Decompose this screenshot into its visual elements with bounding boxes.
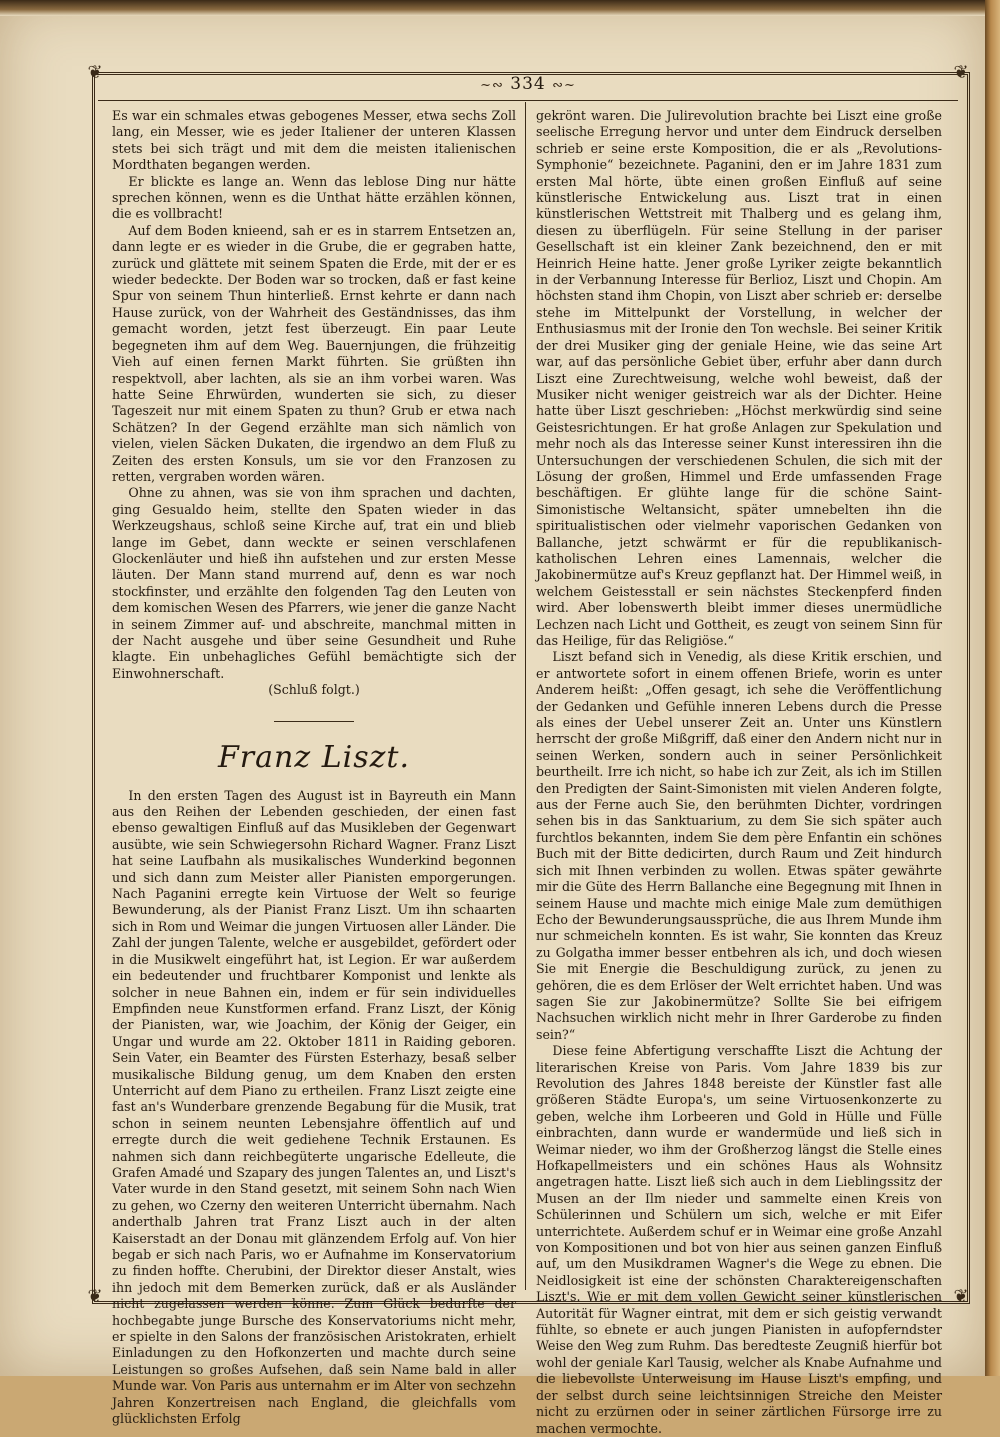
article-title: Franz Liszt. <box>217 739 410 775</box>
story-paragraph: Auf dem Boden knieend, sah er es in starrem Entsetzen an, dann legte er es wieder in die Grube, die er gegraben hatte, zurück und glättete mit seinem Spaten die Erde, mit der er es wieder bedeckte. Der Boden war so trocken, daß er fast keine Spur von seinem Thun hinterließ. Ernst kehrte er dann nach Hause zurück, von der Wahrheit des Geständnisses, das ihm gemacht worden, jetzt fest überzeugt. Ein paar Leute begegneten ihm auf dem Weg. Bauernjungen, die frühzeitig Vieh auf einen fernen Markt führten. Sie grüßten ihn respektvoll, aber lachten, als sie an ihm vorbei waren. Was hatte Seine Ehrwürden, wunderten sie sich, zu dieser Tageszeit nur mit einem Spaten zu thun? Grub er etwa nach Schätzen? In der Gegend erzählte man sich nämlich von vielen, vielen Säcken Dukaten, die irgendwo an dem Fluß zu Zeiten des ersten Konsuls, um sie vor den Franzosen zu retten, vergraben worden wären. <box>112 222 516 484</box>
corner-ornament-bottom-right: ❦ <box>953 1286 969 1307</box>
article-paragraph: Diese feine Abfertigung verschaffte Liszt die Achtung der literarischen Kreise von Paris. Vom Jahre 1839 bis zur Revolution des Jahres 1848 bereiste der Künstler fast alle größeren Städte Europa's, um seine Virtuosenkonzerte zu geben, welche ihm Lorbeeren und Gold in Hülle und Fülle einbrachten, dann wurde er wandermüde und ließ sich in Weimar nieder, wo ihm der Großherzog längst die Stelle eines Hofkapellmeisters und ein schönes Haus als Wohnsitz angetragen hatte. Liszt ließ sich auch in dem Lieblingssitz der Musen an der Ilm nieder und sammelte einen Kreis von Schülerinnen und Schülern um sich, welche er mit Eifer unterrichtete. Außerdem schuf er in Weimar eine große Anzahl von Kompositionen und bot von hier aus seinen ganzen Einfluß auf, um den Musikdramen Wagner's die Wege zu ebnen. Die Neidlosigkeit ist eine der schönsten Charaktereigenschaften Liszt's. Wie er mit dem vollen Gewicht seiner künstlerischen Autorität für Wagner eintrat, mit dem er sich geistig verwandt fühlte, so ebnete er auch jungen Pianisten in aufopferndster Weise den Weg zum Ruhm. Das beredteste Zeugniß hierfür bot wohl der geniale Karl Tausig, welcher als Knabe Aufnahme und die liebevollste Unterweisung im Hause Liszt's empfing, und der selbst durch seine leichtsinnigen Streiche den Meister nicht zu erzürnen oder in seiner zärtlichen Fürsorge irre zu machen vermochte. <box>536 1043 942 1436</box>
header-ornament-left: ~∾ <box>480 78 504 93</box>
corner-ornament-top-left: ❦ <box>87 62 103 83</box>
page-header <box>98 74 958 98</box>
article-paragraph: gekrönt waren. Die Julirevolution brachte bei Liszt eine große seelische Erregung hervor und unter dem Eindruck derselben schrieb er seine erste Komposition, die er als „Revolutions-Symphonie“ bezeichnete. Paganini, den er im Jahre 1831 zum ersten Mal hörte, übte einen großen Einfluß auf seine künstlerische Entwickelung aus. Liszt trat in einen künstlerischen Wettstreit mit Thalberg und es gelang ihm, diesen zu überflügeln. Für seine Stellung in der pariser Gesellschaft ist ein kleiner Zank bezeichnend, den er mit Heinrich Heine hatte. Jener große Lyriker zeigte bekanntlich in der Verbannung Interesse für Berlioz, Liszt und Chopin. Am höchsten stand ihm Chopin, von Liszt aber schrieb er: derselbe stehe im Mittelpunkt der Vorstellung, in welcher der Enthusiasmus mit der Ironie den Ton wechsle. Bei seiner Kritik der drei Musiker ging der geniale Heine, wie das seine Art war, auf das persönliche Gebiet über, erfuhr aber dann durch Liszt eine Zurechtweisung, welche wohl beweist, daß der Musiker nicht weniger geistreich war als der Dichter. Heine hatte über Liszt geschrieben: „Höchst merkwürdig sind seine Geistesrichtungen. Er hat große Anlagen zur Spekulation und mehr noch als das Interesse seiner Kunst interessiren ihn die Untersuchungen der verschiedenen Schulen, die sich mit der Lösung der großen, Himmel und Erde umfassenden Frage beschäftigen. Er glühte lange für die schöne Saint-Simonistische Weltansicht, später umnebelten ihn die spiritualistischen oder vielmehr vaporischen Gedanken von Ballanche, jetzt schwärmt er für die republikanisch-katholischen Lehren eines Lamennais, welcher die Jakobinermütze auf's Kreuz gepflanzt hat. Der Himmel weiß, in welchem Geistesstall er sein nächstes Steckenpferd finden wird. Aber lobenswerth bleibt immer dieses unermüdliche Lechzen nach Licht und Gottheit, es zeugt von seinem Sinn für das Heilige, für das Religiöse.“ <box>536 108 942 648</box>
corner-ornament-top-right: ❦ <box>953 62 969 83</box>
header-ornament-right: ∾~ <box>552 78 576 93</box>
corner-ornament-bottom-left: ❦ <box>87 1286 103 1307</box>
article-paragraph: In den ersten Tagen des August ist in Bayreuth ein Mann aus den Reihen der Lebenden geschieden, der einen fast ebenso gewaltigen Einfluß auf das Musikleben der Gegenwart ausübte, wie sein Schwiegersohn Richard Wagner. Franz Liszt hat seine Laufbahn als musikalisches Wunderkind begonnen und sich dann zum Meister aller Pianisten emporgerungen. Nach Paganini erregte kein Virtuose der Welt so feurige Bewunderung, als der Pianist Franz Liszt. Um ihn schaarten sich in Rom und Weimar die jungen Virtuosen aller Länder. Die Zahl der jungen Talente, welche er ausgebildet, gefördert oder in die Musikwelt eingeführt hat, ist Legion. Er war außerdem ein bedeutender und fruchtbarer Komponist und lenkte als solcher in neue Bahnen ein, indem er für sein individuelles Empfinden neue Kunstformen erfand. Franz Liszt, der König der Pianisten, war, wie Joachim, der König der Geiger, ein Ungar und wurde am 22. Oktober 1811 in Raiding geboren. Sein Vater, ein Beamter des Fürsten Esterhazy, besaß selber musikalische Bildung genug, um dem Knaben den ersten Unterricht auf dem Piano zu ertheilen. Franz Liszt zeigte eine fast an's Wunderbare grenzende Begabung für die Musik, trat schon in seinem neunten Lebensjahre öffentlich auf und erregte durch die weit gediehene Technik Erstaunen. Es nahmen sich dann reichbegüterte ungarische Edelleute, die Grafen Amadé und Szapary des jungen Talentes an, und Liszt's Vater wurde in den Stand gesetzt, mit seinem Sohn nach Wien zu gehen, wo Czerny den weiteren Unterricht übernahm. Nach anderthalb Jahren trat Franz Liszt auch in der alten Kaiserstadt an der Donau mit glänzendem Erfolg auf. Von hier begab er sich nach Paris, wo er Aufnahme im Konservatorium zu finden hoffte. Cherubini, der Direktor dieser Anstalt, wies ihn jedoch mit dem Bemerken zurück, daß er als Ausländer nicht zugelassen werden könne. Zum Glück bedurfte der hochbegabte junge Bursche des Konservatoriums nicht mehr, er spielte in den Salons der französischen Aristokraten, erhielt Einladungen zu den Hofkonzerten und machte durch seine Leistungen so großes Aufsehen, daß sein Name bald in aller Munde war. Von Paris aus unternahm er im Alter von sechzehn Jahren Konzertreisen nach England, die gleichfalls vom glücklichsten Erfolg <box>112 787 516 1427</box>
section-separator <box>274 721 354 722</box>
right-column <box>536 108 942 1436</box>
article-paragraph: Liszt befand sich in Venedig, als diese Kritik erschien, und er antwortete sofort in einem offenen Briefe, worin es unter Anderem heißt: „Offen gesagt, ich sehe die Veröffentlichung der Gedanken und Gefühle inneren Lebens durch die Presse als eines der Uebel unserer Zeit an. Unter uns Künstlern herrscht der große Mißgriff, daß einer den Andern nicht nur in seinen Werken, sondern auch in seiner Persönlichkeit beurtheilt. Irre ich nicht, so habe ich zur Zeit, als ich im Stillen den Predigten der Saint-Simonisten mit vielen Anderen folgte, aus der Ferne auch Sie, den berühmten Dichter, vordringen sehen bis in das Sanktuarium, zu dem Sie sich später auch furchtlos bekannten, indem Sie dem père Enfantin ein schönes Buch mit der Bitte dedicirten, durch Raum und Zeit hindurch sich mit Ihnen verbinden zu wollen. Etwas später gewährte mir die Güte des Herrn Ballanche eine Begegnung mit Ihnen in seinem Hause und machte mich einige Male zum demüthigen Echo der Bewunderungsaussprüche, die aus Ihrem Munde ihm nur schmeicheln konnten. Es ist wahr, Sie konnten das Kreuz zu Golgatha immer besser entbehren als ich, und doch wiesen Sie mit Energie die Beschuldigung zurück, zu jenen zu gehören, die es dem Erlöser der Welt errichtet haben. Und was sagen Sie zur Jakobinermütze? Sollte Sie bei eifrigem Nachsuchen wirklich nicht mehr in Ihrer Garderobe zu finden sein?“ <box>536 649 942 1042</box>
book-edge <box>985 0 1000 1376</box>
story-paragraph: Es war ein schmales etwas gebogenes Messer, etwa sechs Zoll lang, ein Messer, wie es jeder Italiener der unteren Klassen stets bei sich trägt und mit dem die meisten italienischen Mordthaten begangen werden. <box>112 108 516 173</box>
column-divider <box>525 102 526 1290</box>
story-continuation-note: (Schluß folgt.) <box>268 682 360 698</box>
left-column <box>112 108 516 1427</box>
story-paragraph: Er blickte es lange an. Wenn das leblose Ding nur hätte sprechen können, wenn es die Unthat hätte erzählen können, die es vollbracht! <box>112 173 516 222</box>
page-number: 334 <box>510 74 546 94</box>
page-top-shadow <box>0 0 985 16</box>
story-paragraph: Ohne zu ahnen, was sie von ihm sprachen und dachten, ging Gesualdo heim, stellte den Spaten wieder in das Werkzeugshaus, schloß seine Kirche auf, trat ein und blieb lange im Gebet, dann weckte er seinen verschlafenen Glockenläuter und hieß ihn aufstehen und zur ersten Messe läuten. Der Mann stand murrend auf, denn es war noch stockfinster, und erzählte den folgenden Tag den Leuten von dem komischen Wesen des Pfarrers, wie jener die ganze Nacht in seinem Zimmer auf- und abschreite, manchmal mitten in der Nacht ausgehe und über seine Gesundheit und Ruhe klagte. Ein unbehagliches Gefühl bemächtigte sich der Einwohnerschaft. <box>112 485 516 681</box>
